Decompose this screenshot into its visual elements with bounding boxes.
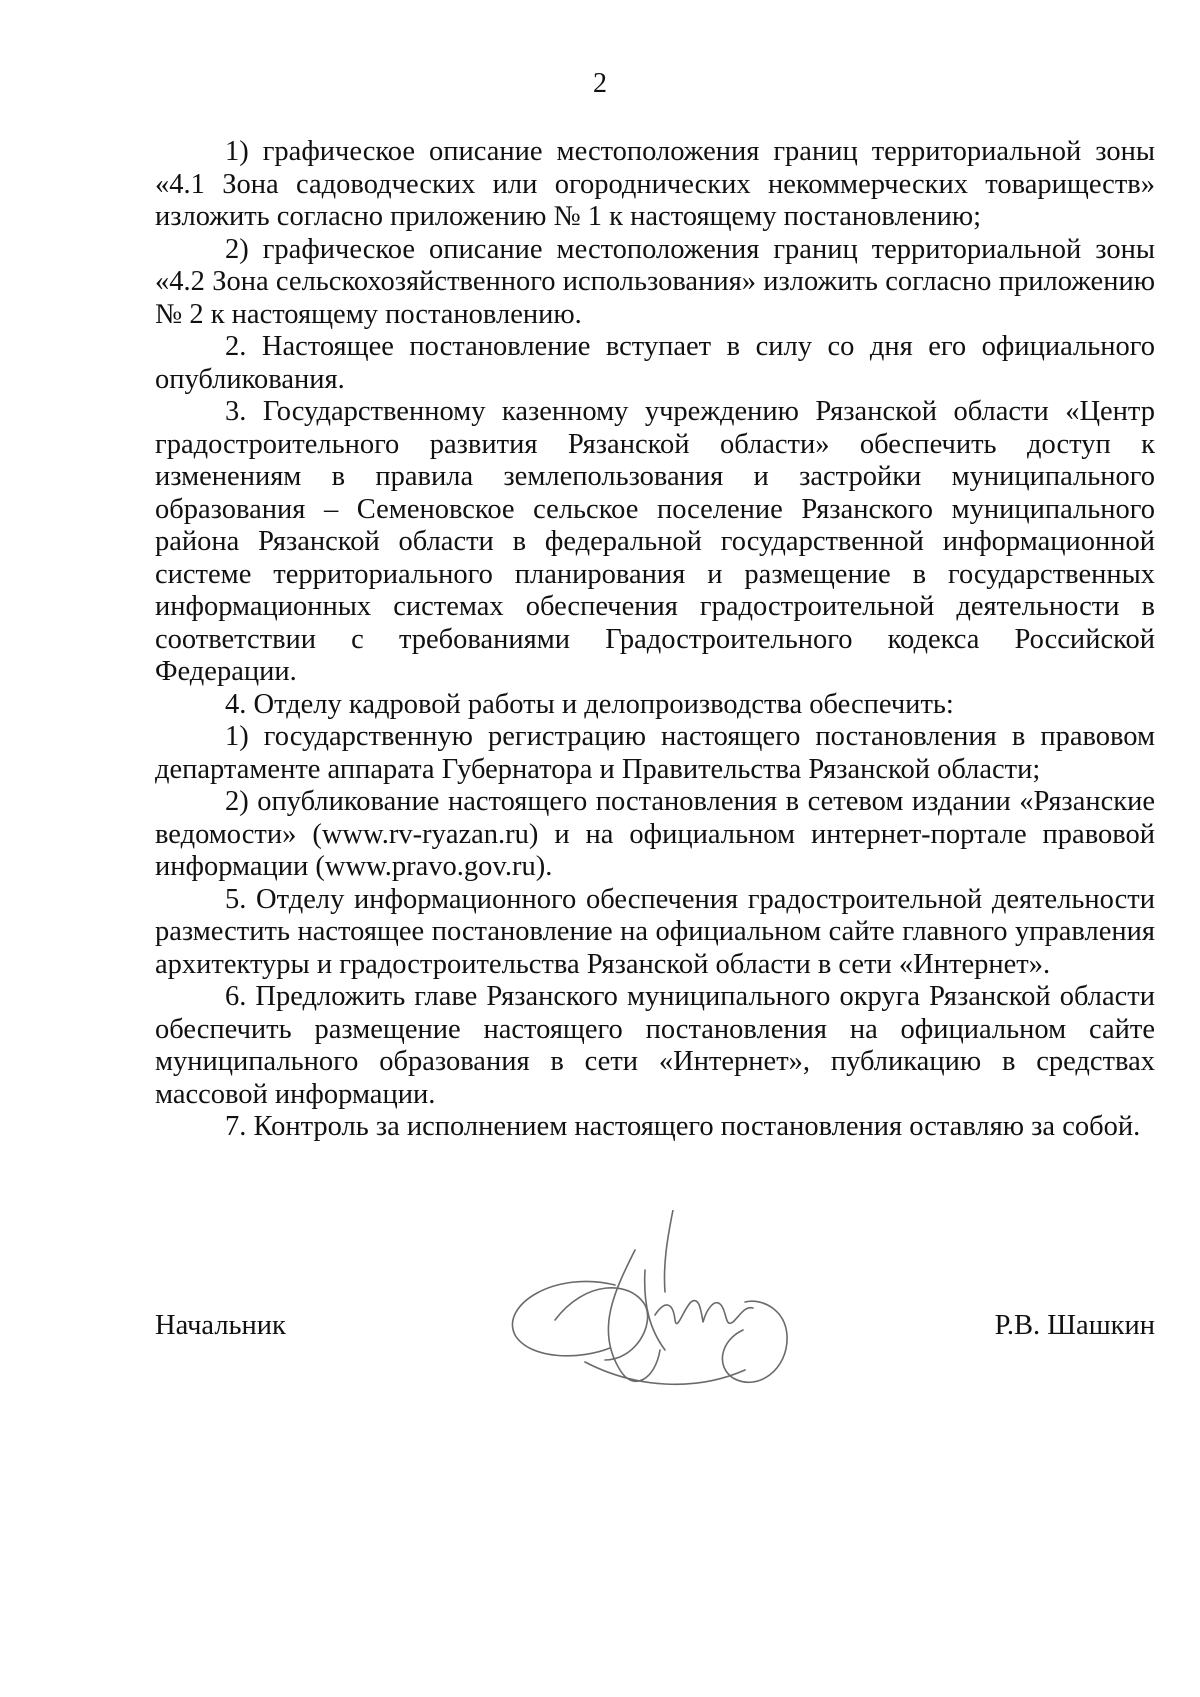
paragraph-item-4-subitem-1: 1) государственную регистрацию настоящего постановления в правовом департаменте аппарата Губернатора и Правительства Рязанской области; <box>155 721 1155 785</box>
paragraph-item-2: 2. Настоящее постановление вступает в силу со дня его официального опубликования. <box>155 331 1155 395</box>
page-number: 2 <box>593 68 607 99</box>
paragraph-subitem-2: 2) графическое описание местоположения границ территориальной зоны «4.2 Зона сельскохозяйственного использования» изложить согласно приложению № 2 к настоящему постановлению. <box>155 233 1155 330</box>
paragraph-item-6: 6. Предложить главе Рязанского муниципального округа Рязанской области обеспечить размещение настоящего постановления на официальном сайте муниципального образования в сети «Интернет», публикацию в средствах массовой информации. <box>155 981 1155 1110</box>
signatory-title: Начальник <box>155 1310 286 1341</box>
paragraph-item-4-subitem-2: 2) опубликование настоящего постановления в сетевом издании «Рязанские ведомости» (www.rv-ryazan.ru) и на официальном интернет-портале правовой информации (www.pravo.gov.ru). <box>155 786 1155 882</box>
signatory-name: Р.В. Шашкин <box>994 1310 1155 1341</box>
paragraph-item-4: 4. Отделу кадровой работы и делопроизводства обеспечить: <box>225 688 954 720</box>
paragraph-item-5: 5. Отделу информационного обеспечения градостроительной деятельности разместить настоящее постановление на официальном сайте главного управления архитектуры и градостроительства Рязанской области в сети «Интернет». <box>155 883 1155 980</box>
paragraph-subitem-1: 1) графическое описание местоположения границ территориальной зоны «4.1 Зона садоводческих или огороднических некоммерческих товариществ» изложить согласно приложению № 1 к настоящему постановлению; <box>155 136 1155 232</box>
paragraph-item-3: 3. Государственному казенному учреждению Рязанской области «Центр градостроительного развития Рязанской области» обеспечить доступ к изменениям в правила землепользования и застройки муниципального образования – Семеновское сельское поселение Рязанского муниципального района Рязанской области в федеральной государственной информационной системе территориального планирования и размещение в государственных информационных системах обеспечения градостроительной деятельности в соответствии с требованиями Градостроительного кодекса Российской Федерации. <box>155 396 1155 687</box>
document-body <box>155 136 1155 1144</box>
signature-block <box>155 1310 1155 1350</box>
paragraph-item-7: 7. Контроль за исполнением настоящего постановления оставляю за собой. <box>225 1111 1141 1142</box>
